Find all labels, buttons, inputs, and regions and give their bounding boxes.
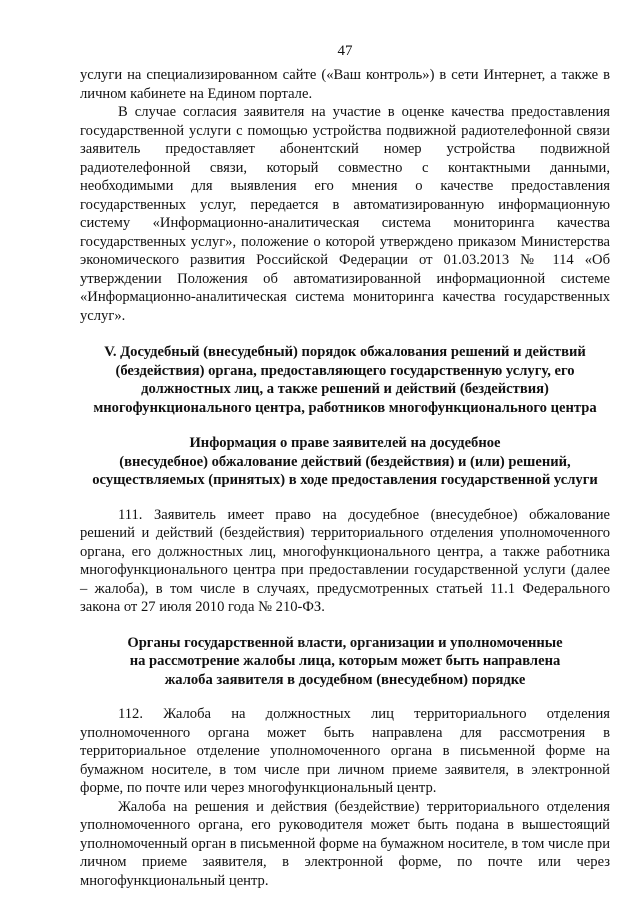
subheading-appeal-rights <box>80 434 610 490</box>
paragraph-quality-assessment: В случае согласия заявителя на участие в оценке качества предоставления государственной услуги с помощью устройства подвижной радиотелефонной связи заявитель предоставляет абонентский номер устройства подвижной радиотелефонной связи, который совместно с контактными данными, необходимыми для выявления его мнения о качестве предоставления государственных услуг, передается в автоматизированную информационную систему «Информационно-аналитическая система мониторинга качества государственных услуг», положение о которой утверждено приказом Министерства экономического развития Российской Федерации от 01.03.2013 № 114 «Об утверждении Положения об автоматизированной информационной системе «Информационно-аналитическая система мониторинга качества государственных услуг». <box>80 104 610 324</box>
document-page <box>80 42 610 890</box>
page-number: 47 <box>337 43 353 59</box>
subheading-line: (внесудебное) обжалование действий (бездействия) и (или) решений, <box>119 453 571 470</box>
paragraph-111: 111. Заявитель имеет право на досудебное (внесудебное) обжалование решений и действий (бездействия) территориального отделения уполномоченного органа, его должностных лиц, многофункционального центра, а также работника многофункционального центра при предоставлении государственной услуги (далее – жалоба), в том числе в случаях, предусмотренных статьей 11.1 Федерального закона от 27 июля 2010 года № 210-ФЗ. <box>80 506 610 615</box>
paragraph-112: 112. Жалоба на должностных лиц территориального отделения уполномоченного органа может быть направлена для рассмотрения в территориальное отделение уполномоченного органа в письменной форме на бумажном носителе, в том числе при личном приеме заявителя, в электронной форме, по почте или через многофункциональный центр. <box>80 706 610 796</box>
subheading-appeal-bodies <box>80 634 610 690</box>
section-v-heading <box>80 343 610 417</box>
section-heading-line: должностных лиц, а также решений и действий (бездействия) <box>141 381 549 397</box>
subheading-line: осуществляемых (принятых) в ходе предоставления государственной услуги <box>92 472 598 488</box>
paragraph-complaint-superior: Жалоба на решения и действия (бездействие) территориального отделения уполномоченного органа, его руководителя может быть подана в вышестоящий уполномоченный орган в письменной форме на бумажном носителе, в том числе при личном приеме заявителя, в электронной форме, по почте или через многофункциональный центр. <box>80 798 610 889</box>
section-heading-line: V. Досудебный (внесудебный) порядок обжалования решений и действий <box>104 344 586 360</box>
subheading-line: Информация о праве заявителей на досудебное <box>189 435 501 451</box>
subheading-line: Органы государственной власти, организации и уполномоченные <box>127 634 563 651</box>
paragraph-continuation: услуги на специализированном сайте («Ваш контроль») в сети Интернет, а также в личном кабинете на Едином портале. <box>80 67 610 102</box>
subheading-line: на рассмотрение жалобы лица, которым может быть направлена <box>129 653 561 669</box>
subheading-line: жалоба заявителя в досудебном (внесудебном) порядке <box>164 671 526 688</box>
section-heading-line: многофункционального центра, работников многофункционального центра <box>93 399 597 416</box>
section-heading-line: (бездействия) органа, предоставляющего государственную услугу, его <box>115 362 575 379</box>
